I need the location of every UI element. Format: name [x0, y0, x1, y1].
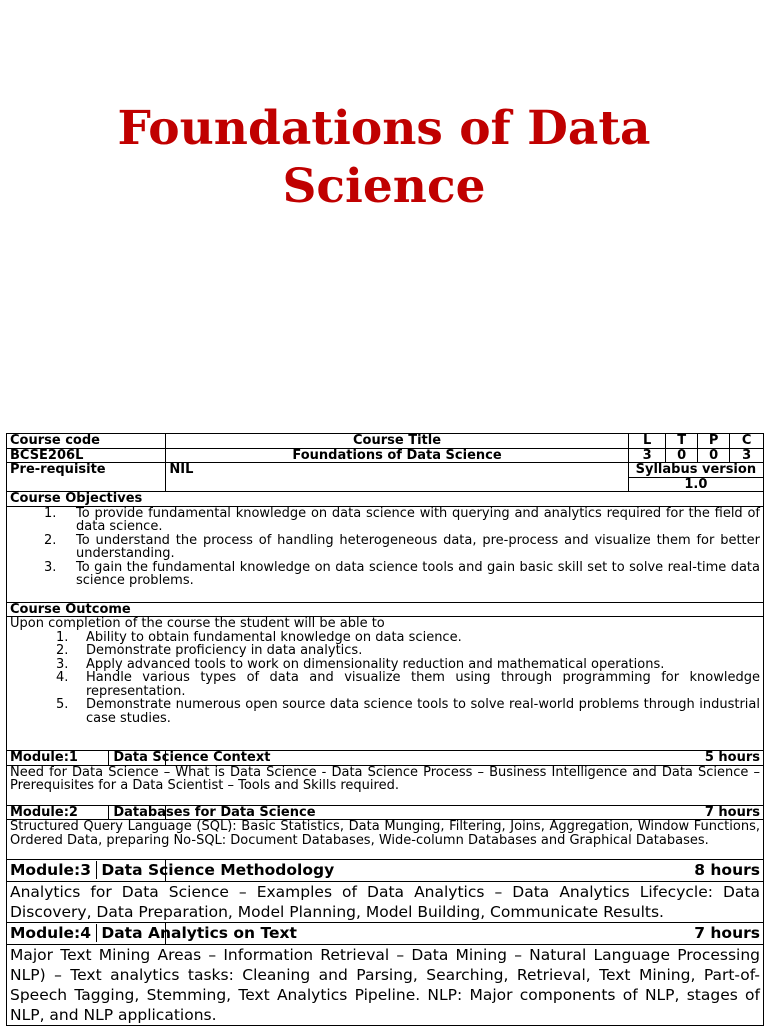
t-value: 0 [666, 448, 697, 463]
syllabus-version-value: 1.0 [628, 477, 763, 492]
course-code: BCSE206L [7, 448, 166, 463]
module-1-content: Need for Data Science – What is Data Science - Data Science Process – Business Intelligence and Data Science – Prerequisites for a Data Scientist – Tools and Skills required. [7, 765, 764, 805]
module-1-header [113, 750, 764, 766]
module-4-hours: 7 hours [694, 924, 760, 942]
module-1-hours: 5 hours [704, 750, 760, 765]
objectives-heading: Course Objectives [7, 492, 764, 507]
outcome-item: 5. Demonstrate numerous open source data science tools to solve real-world problems through industrial case studies. [56, 697, 760, 726]
outcome-item: 1. Ability to obtain fundamental knowledge on data science. [56, 629, 462, 645]
course-code-label: Course code [7, 434, 166, 449]
module-1-label: Module:1 [7, 751, 166, 766]
module-3-hours: 8 hours [694, 861, 760, 879]
syllabus-version-label: Syllabus version [628, 463, 763, 478]
outcome-item: 3. Apply advanced tools to work on dimensionality reduction and mathematical operations. [56, 656, 665, 672]
module-2-header [113, 804, 764, 820]
module-2-title: Databases for Data Science [108, 805, 315, 820]
module-4-header [101, 923, 764, 945]
module-2-content: Structured Query Language (SQL): Basic Statistics, Data Munging, Filtering, Joins, Aggregation, Window Functions, Ordered Data, preparing No-SQL: Document Databases, Wide-column Databases and Graphical Databases. [7, 820, 764, 860]
objective-item: 1. To provide fundamental knowledge on data science with querying and analytics required for the field of data science. [44, 505, 760, 534]
module-2-label: Module:2 [7, 805, 166, 820]
c-label: C [730, 434, 764, 449]
outcome-intro: Upon completion of the course the student will be able to [10, 616, 385, 631]
title-line-1: Foundations of Data [117, 101, 651, 156]
course-title: Foundations of Data Science [166, 448, 628, 463]
module-2-hours: 7 hours [704, 804, 760, 820]
syllabus-table [6, 433, 764, 1026]
l-value: 3 [628, 448, 666, 463]
module-3-content: Analytics for Data Science – Examples of Data Analytics – Data Analytics Lifecycle: Data Discovery, Data Preparation, Model Planning, Model Building, Communicate Results. [7, 882, 764, 923]
course-title-label: Course Title [166, 434, 628, 449]
module-3-label: Module:3 [7, 860, 166, 882]
objective-item: 2. To understand the process of handling heterogeneous data, pre-process and visualize them for better understanding. [44, 532, 760, 561]
module-3-header [101, 860, 764, 882]
p-value: 0 [697, 448, 730, 463]
module-1-title: Data Science Context [108, 750, 270, 765]
p-label: P [697, 434, 730, 449]
module-4-title: Data Analytics on Text [96, 924, 297, 942]
module-3-title: Data Science Methodology [96, 861, 334, 879]
l-label: L [628, 434, 666, 449]
module-4-content: Major Text Mining Areas – Information Retrieval – Data Mining – Natural Language Processing NLP) – Text analytics tasks: Cleaning and Parsing, Searching, Retrieval, Text Mining, Part-of-Speech Tagging, Stemming, Text Analytics Pipeline. NLP: Major components of NLP, stages of NLP, and NLP applications. [7, 945, 764, 1026]
prerequisite-label: Pre-requisite [7, 463, 166, 492]
t-label: T [666, 434, 697, 449]
title-line-2: Science [282, 159, 486, 214]
c-value: 3 [730, 448, 764, 463]
objectives-list [7, 506, 764, 602]
page-title [0, 100, 768, 216]
objective-item: 3. To gain the fundamental knowledge on data science tools and gain basic skill set to solve real-time data science problems. [44, 559, 760, 588]
outcome-item: 4. Handle various types of data and visualize them using through programming for knowledge representation. [56, 670, 760, 699]
outcome-item: 2. Demonstrate proficiency in data analytics. [56, 643, 363, 658]
outcome-heading: Course Outcome [7, 602, 764, 617]
prerequisite-value: NIL [166, 463, 628, 492]
module-4-label: Module:4 [7, 923, 166, 945]
outcome-list [7, 617, 764, 751]
